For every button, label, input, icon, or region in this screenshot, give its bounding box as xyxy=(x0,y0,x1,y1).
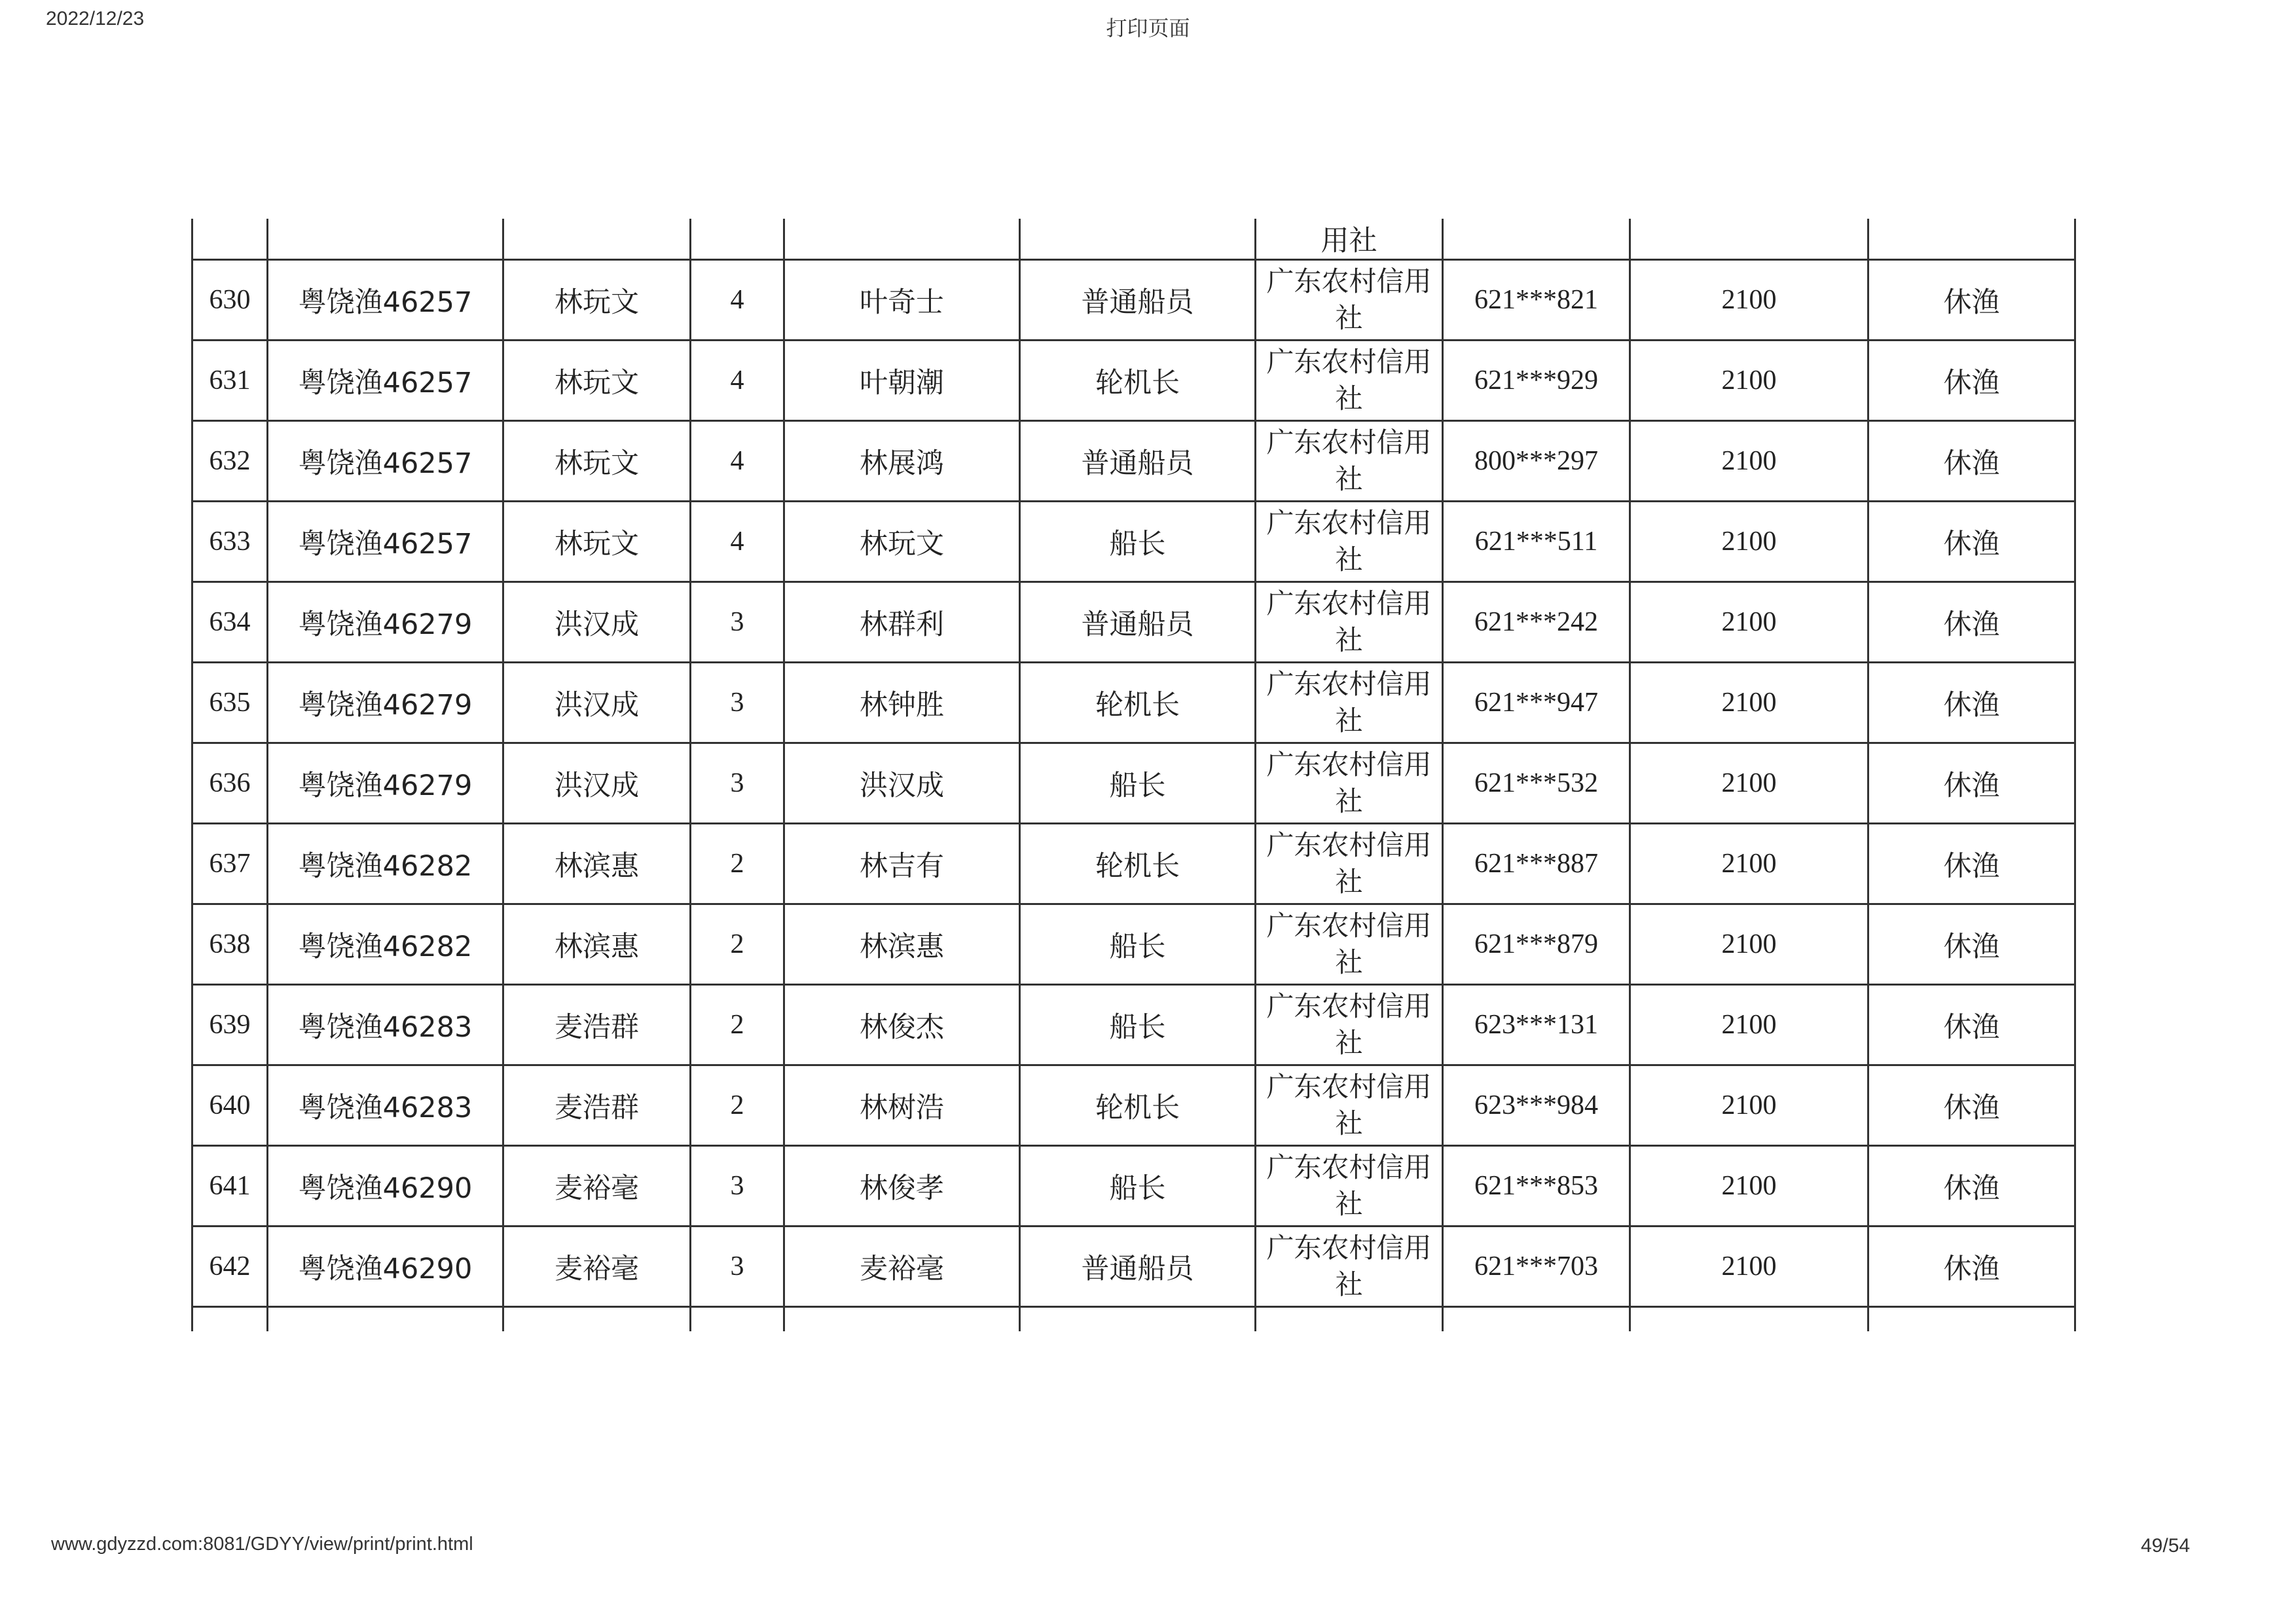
cell-owner: 林玩文 xyxy=(503,502,691,582)
cell-vessel: 粤饶渔46257 xyxy=(268,341,503,421)
cell-index: 640 xyxy=(192,1065,268,1146)
cell-crew-name: 林树浩 xyxy=(784,1065,1020,1146)
cell-crew-name: 麦裕毫 xyxy=(784,1227,1020,1307)
cell-vessel: 粤饶渔46257 xyxy=(268,260,503,341)
cell-bank: 广东农村信用社 xyxy=(1256,260,1443,341)
cell-type: 休渔 xyxy=(1868,260,2075,341)
cell-crew-name: 叶奇士 xyxy=(784,260,1020,341)
cell-index: 637 xyxy=(192,824,268,904)
cell-crew-count: 3 xyxy=(691,743,784,824)
cell-role: 普通船员 xyxy=(1020,1227,1256,1307)
cell-owner: 麦浩群 xyxy=(503,985,691,1065)
cell-role: 船长 xyxy=(1020,985,1256,1065)
cell-account: 623***984 xyxy=(1443,1065,1630,1146)
cell-crew-name: 林展鸿 xyxy=(784,421,1020,502)
cell-vessel: 粤饶渔46257 xyxy=(268,502,503,582)
cell-crew-count: 2 xyxy=(691,985,784,1065)
cell-crew-count: 3 xyxy=(691,1146,784,1227)
table-row xyxy=(192,824,2075,904)
crew-subsidy-table xyxy=(191,219,2076,1331)
table-row xyxy=(192,663,2075,743)
cell-vessel: 粤饶渔46279 xyxy=(268,663,503,743)
page-number: 49/54 xyxy=(2141,1535,2191,1557)
table-body xyxy=(192,219,2075,1331)
cell-crew-count: 4 xyxy=(691,421,784,502)
cell-index: 639 xyxy=(192,985,268,1065)
cell-index: 633 xyxy=(192,502,268,582)
cell-owner: 林滨惠 xyxy=(503,824,691,904)
print-date: 2022/12/23 xyxy=(46,8,145,29)
cell-crew-count: 2 xyxy=(691,824,784,904)
cell-bank: 广东农村信用社 xyxy=(1256,904,1443,985)
table-row xyxy=(192,421,2075,502)
cell-vessel: 粤饶渔46282 xyxy=(268,824,503,904)
cell-bank: 广东农村信用社 xyxy=(1256,582,1443,663)
table-row xyxy=(192,904,2075,985)
cell-bank: 广东农村信用社 xyxy=(1256,1146,1443,1227)
cell-role: 船长 xyxy=(1020,1146,1256,1227)
cell-type: 休渔 xyxy=(1868,421,2075,502)
cell-owner: 林玩文 xyxy=(503,421,691,502)
table-row xyxy=(192,743,2075,824)
cell-crew-count: 3 xyxy=(691,582,784,663)
cell-crew-count: 2 xyxy=(691,1065,784,1146)
cell-account: 621***887 xyxy=(1443,824,1630,904)
cell-role: 轮机长 xyxy=(1020,1065,1256,1146)
cell-amount: 2100 xyxy=(1630,341,1868,421)
cell-role: 轮机长 xyxy=(1020,824,1256,904)
cell-crew-name: 林滨惠 xyxy=(784,904,1020,985)
table-row xyxy=(192,502,2075,582)
cell-index: 641 xyxy=(192,1146,268,1227)
cell-account: 621***242 xyxy=(1443,582,1630,663)
cell-amount: 2100 xyxy=(1630,985,1868,1065)
cell-account: 800***297 xyxy=(1443,421,1630,502)
print-url: www.gdyzzd.com:8081/GDYY/view/print/print.html xyxy=(51,1534,473,1555)
cell-index: 634 xyxy=(192,582,268,663)
cell-crew-count: 3 xyxy=(691,663,784,743)
cell-crew-count: 2 xyxy=(691,904,784,985)
table-row xyxy=(192,1146,2075,1227)
cell-amount: 2100 xyxy=(1630,824,1868,904)
cell-amount: 2100 xyxy=(1630,743,1868,824)
cell-account: 621***879 xyxy=(1443,904,1630,985)
cell-vessel: 粤饶渔46279 xyxy=(268,582,503,663)
cell-type: 休渔 xyxy=(1868,1065,2075,1146)
cell-role: 船长 xyxy=(1020,904,1256,985)
cell-account: 621***821 xyxy=(1443,260,1630,341)
cell-crew-name: 林玩文 xyxy=(784,502,1020,582)
cell-type: 休渔 xyxy=(1868,1227,2075,1307)
table-row xyxy=(192,341,2075,421)
cell-owner: 麦浩群 xyxy=(503,1065,691,1146)
cell-crew-name: 林吉有 xyxy=(784,824,1020,904)
continued-bank-tail: 用社 xyxy=(1256,219,1443,260)
cell-role: 普通船员 xyxy=(1020,582,1256,663)
cell-type: 休渔 xyxy=(1868,341,2075,421)
cell-owner: 洪汉成 xyxy=(503,582,691,663)
cell-owner: 麦裕毫 xyxy=(503,1146,691,1227)
cell-index: 638 xyxy=(192,904,268,985)
cell-role: 普通船员 xyxy=(1020,260,1256,341)
cell-crew-name: 叶朝潮 xyxy=(784,341,1020,421)
cell-crew-name: 林俊杰 xyxy=(784,985,1020,1065)
cell-type: 休渔 xyxy=(1868,824,2075,904)
cell-type: 休渔 xyxy=(1868,743,2075,824)
cell-vessel: 粤饶渔46290 xyxy=(268,1146,503,1227)
table-row xyxy=(192,985,2075,1065)
cell-bank: 广东农村信用社 xyxy=(1256,824,1443,904)
cell-amount: 2100 xyxy=(1630,502,1868,582)
cell-crew-count: 4 xyxy=(691,502,784,582)
cell-account: 621***853 xyxy=(1443,1146,1630,1227)
continuation-row-top xyxy=(192,219,2075,260)
cell-vessel: 粤饶渔46283 xyxy=(268,1065,503,1146)
cell-vessel: 粤饶渔46290 xyxy=(268,1227,503,1307)
cell-amount: 2100 xyxy=(1630,1146,1868,1227)
table-row xyxy=(192,1227,2075,1307)
cell-bank: 广东农村信用社 xyxy=(1256,341,1443,421)
cell-account: 621***511 xyxy=(1443,502,1630,582)
cell-vessel: 粤饶渔46282 xyxy=(268,904,503,985)
cell-owner: 洪汉成 xyxy=(503,663,691,743)
cell-bank: 广东农村信用社 xyxy=(1256,663,1443,743)
cell-crew-name: 林钟胜 xyxy=(784,663,1020,743)
cell-role: 船长 xyxy=(1020,743,1256,824)
print-title: 打印页面 xyxy=(1106,16,1190,41)
cell-type: 休渔 xyxy=(1868,904,2075,985)
cell-role: 轮机长 xyxy=(1020,663,1256,743)
cell-owner: 林玩文 xyxy=(503,341,691,421)
cell-amount: 2100 xyxy=(1630,421,1868,502)
cell-account: 621***532 xyxy=(1443,743,1630,824)
cell-bank: 广东农村信用社 xyxy=(1256,985,1443,1065)
cell-owner: 麦裕毫 xyxy=(503,1227,691,1307)
cell-crew-name: 林俊孝 xyxy=(784,1146,1020,1227)
cell-bank: 广东农村信用社 xyxy=(1256,421,1443,502)
cell-index: 642 xyxy=(192,1227,268,1307)
table-row xyxy=(192,1065,2075,1146)
cell-amount: 2100 xyxy=(1630,582,1868,663)
cell-crew-count: 4 xyxy=(691,260,784,341)
cell-crew-name: 林群利 xyxy=(784,582,1020,663)
cell-role: 普通船员 xyxy=(1020,421,1256,502)
cell-account: 621***929 xyxy=(1443,341,1630,421)
cell-bank: 广东农村信用社 xyxy=(1256,743,1443,824)
table-row xyxy=(192,582,2075,663)
cell-owner: 林玩文 xyxy=(503,260,691,341)
cell-index: 632 xyxy=(192,421,268,502)
cell-index: 636 xyxy=(192,743,268,824)
cell-account: 621***703 xyxy=(1443,1227,1630,1307)
cell-vessel: 粤饶渔46279 xyxy=(268,743,503,824)
cell-type: 休渔 xyxy=(1868,1146,2075,1227)
cell-amount: 2100 xyxy=(1630,260,1868,341)
continuation-row-bottom xyxy=(192,1307,2075,1332)
cell-owner: 林滨惠 xyxy=(503,904,691,985)
cell-index: 635 xyxy=(192,663,268,743)
table-row xyxy=(192,260,2075,341)
cell-owner: 洪汉成 xyxy=(503,743,691,824)
cell-bank: 广东农村信用社 xyxy=(1256,1227,1443,1307)
cell-index: 630 xyxy=(192,260,268,341)
cell-type: 休渔 xyxy=(1868,985,2075,1065)
cell-vessel: 粤饶渔46283 xyxy=(268,985,503,1065)
cell-account: 623***131 xyxy=(1443,985,1630,1065)
cell-amount: 2100 xyxy=(1630,1227,1868,1307)
cell-index: 631 xyxy=(192,341,268,421)
cell-role: 轮机长 xyxy=(1020,341,1256,421)
cell-type: 休渔 xyxy=(1868,502,2075,582)
cell-amount: 2100 xyxy=(1630,1065,1868,1146)
cell-account: 621***947 xyxy=(1443,663,1630,743)
cell-amount: 2100 xyxy=(1630,663,1868,743)
cell-vessel: 粤饶渔46257 xyxy=(268,421,503,502)
cell-role: 船长 xyxy=(1020,502,1256,582)
cell-amount: 2100 xyxy=(1630,904,1868,985)
cell-crew-name: 洪汉成 xyxy=(784,743,1020,824)
cell-type: 休渔 xyxy=(1868,663,2075,743)
cell-bank: 广东农村信用社 xyxy=(1256,502,1443,582)
cell-bank: 广东农村信用社 xyxy=(1256,1065,1443,1146)
cell-type: 休渔 xyxy=(1868,582,2075,663)
cell-crew-count: 3 xyxy=(691,1227,784,1307)
cell-crew-count: 4 xyxy=(691,341,784,421)
